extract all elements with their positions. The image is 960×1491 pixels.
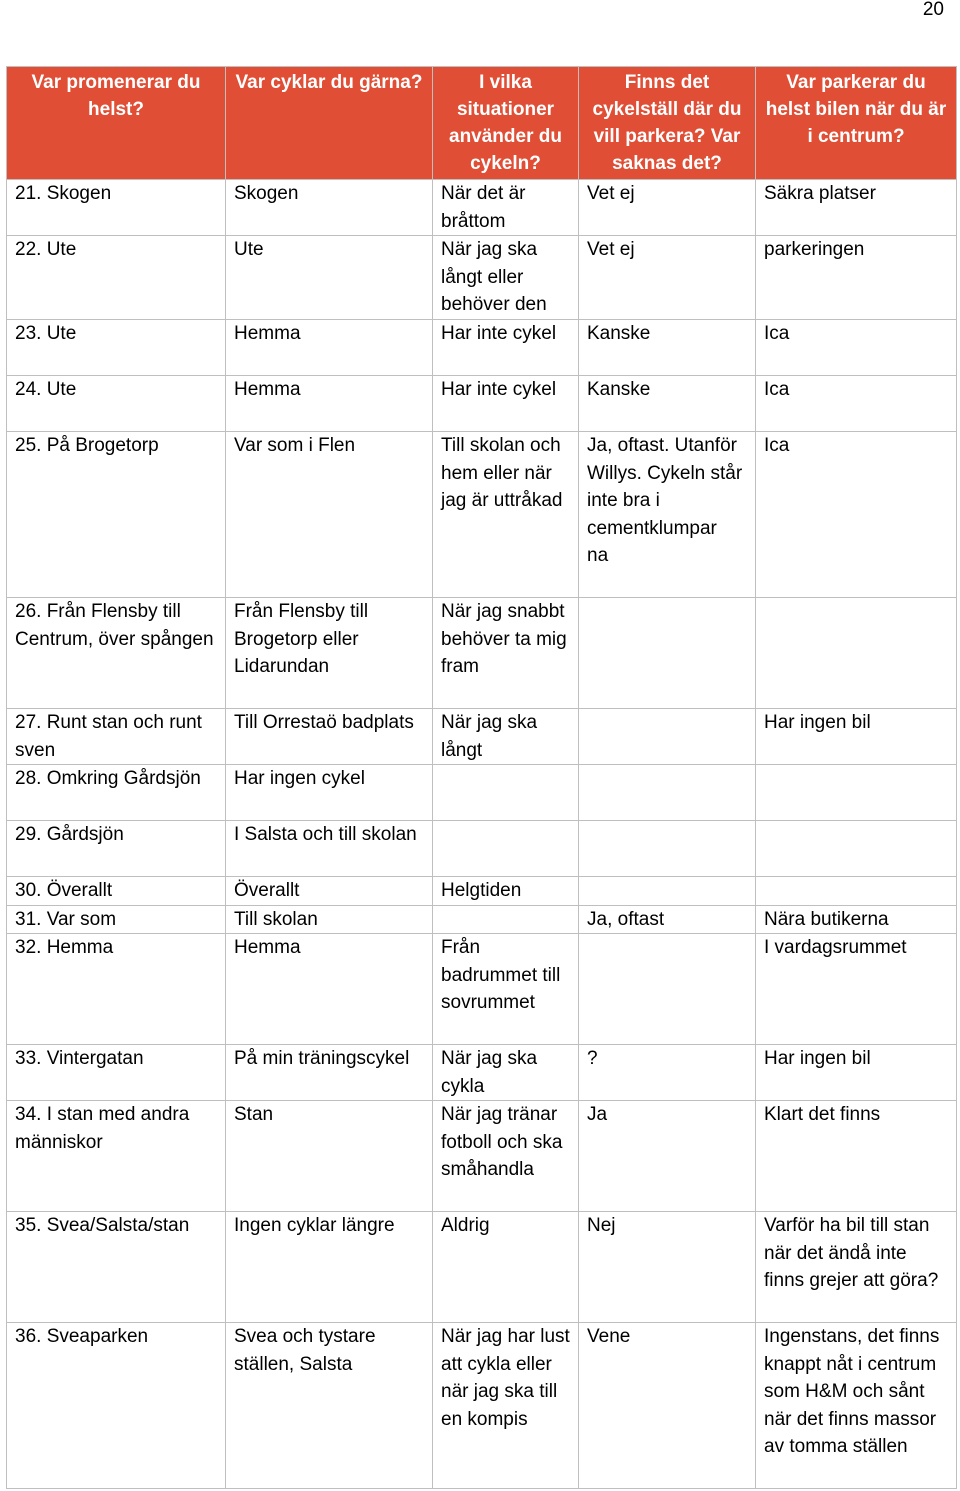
table-row [7,709,957,765]
table-cell: När jag har lust att cykla eller när jag ska till en kompis [433,1323,579,1489]
table-row [7,1212,957,1323]
table-row [7,236,957,320]
table-cell: 23. Ute [7,320,226,376]
table-cell: Från Flensby till Brogetorp eller Lidarundan [226,598,433,709]
table-row [7,1323,957,1489]
table-cell: 22. Ute [7,236,226,320]
table-row [7,1045,957,1101]
table-cell: Har ingen cykel [226,765,433,821]
table-row [7,877,957,906]
table-cell: Har ingen bil [756,709,957,765]
table-cell: Skogen [226,180,433,236]
page-number: 20 [922,0,944,20]
header-car-parking: Var parkerar du helst bilen när du är i centrum? [756,67,957,180]
table-cell: Svea och tystare ställen, Salsta [226,1323,433,1489]
header-cycle: Var cyklar du gärna? [226,67,433,180]
table-cell: Har inte cykel [433,376,579,432]
table-cell [756,821,957,877]
table-cell: 35. Svea/Salsta/stan [7,1212,226,1323]
header-bike-racks: Finns det cykelställ där du vill parkera? Var saknas det? [579,67,756,180]
table-row [7,180,957,236]
table-cell: Från badrummet till sovrummet [433,934,579,1045]
table-cell [433,905,579,934]
header-situations: I vilka situationer använder du cykeln? [433,67,579,180]
table-cell [579,821,756,877]
table-cell: Hemma [226,934,433,1045]
table-cell: När det är bråttom [433,180,579,236]
table-cell [756,765,957,821]
table-cell: Ica [756,432,957,598]
survey-table [6,66,957,1489]
table-cell: 21. Skogen [7,180,226,236]
table-cell: Ja, oftast [579,905,756,934]
header-walk: Var promenerar du helst? [7,67,226,180]
table-cell: Ica [756,320,957,376]
table-cell: I Salsta och till skolan [226,821,433,877]
table-cell: Ingen cyklar längre [226,1212,433,1323]
table-cell: Ja, oftast. Utanför Willys. Cykeln står inte bra i cementklumpar na [579,432,756,598]
table-cell: Stan [226,1101,433,1212]
table-cell: Varför ha bil till stan när det ändå inte finns grejer att göra? [756,1212,957,1323]
table-row [7,905,957,934]
table-row [7,598,957,709]
table-cell: Till skolan och hem eller när jag är uttråkad [433,432,579,598]
table-cell: Till skolan [226,905,433,934]
table-cell: När jag snabbt behöver ta mig fram [433,598,579,709]
table-cell: Vene [579,1323,756,1489]
table-cell: Till Orrestaö badplats [226,709,433,765]
table-cell: 30. Överallt [7,877,226,906]
table-cell: När jag ska cykla [433,1045,579,1101]
table-cell: 25. På Brogetorp [7,432,226,598]
table-cell: Ute [226,236,433,320]
table-cell [579,598,756,709]
table-cell: När jag tränar fotboll och ska småhandla [433,1101,579,1212]
table-cell: 31. Var som [7,905,226,934]
table-cell: Helgtiden [433,877,579,906]
table-cell: Överallt [226,877,433,906]
table-cell: Klart det finns [756,1101,957,1212]
table-row [7,320,957,376]
table-cell: Hemma [226,376,433,432]
table-row [7,765,957,821]
table-cell: På min träningscykel [226,1045,433,1101]
table-row [7,432,957,598]
table-cell: Kanske [579,376,756,432]
table-cell: 34. I stan med andra människor [7,1101,226,1212]
table-cell: Ja [579,1101,756,1212]
table-cell [433,765,579,821]
table-cell [579,934,756,1045]
table-cell: Ingenstans, det finns knappt nåt i centrum som H&M och sånt när det finns massor av tomma ställen [756,1323,957,1489]
table-cell: Nära butikerna [756,905,957,934]
table-cell: 24. Ute [7,376,226,432]
table-row [7,934,957,1045]
table-cell: Nej [579,1212,756,1323]
table-cell: Säkra platser [756,180,957,236]
table-cell: I vardagsrummet [756,934,957,1045]
table-cell [579,765,756,821]
table-cell: Aldrig [433,1212,579,1323]
table-cell: Kanske [579,320,756,376]
table-row [7,1101,957,1212]
table-cell [579,709,756,765]
table-cell: När jag ska långt [433,709,579,765]
table-cell: Vet ej [579,180,756,236]
table-cell: 33. Vintergatan [7,1045,226,1101]
table-cell: parkeringen [756,236,957,320]
table-cell: Vet ej [579,236,756,320]
table-cell [756,877,957,906]
table-cell: ? [579,1045,756,1101]
table-cell: 28. Omkring Gårdsjön [7,765,226,821]
table-cell: 27. Runt stan och runt sven [7,709,226,765]
table-cell: 32. Hemma [7,934,226,1045]
table-cell: Har inte cykel [433,320,579,376]
table-row [7,376,957,432]
table-cell: 29. Gårdsjön [7,821,226,877]
table-cell: Var som i Flen [226,432,433,598]
table-cell: När jag ska långt eller behöver den [433,236,579,320]
table-cell [433,821,579,877]
table-cell [579,877,756,906]
table-cell: 26. Från Flensby till Centrum, över spången [7,598,226,709]
table-row [7,821,957,877]
table-cell: Hemma [226,320,433,376]
table-cell: Har ingen bil [756,1045,957,1101]
table-cell [756,598,957,709]
table-cell: 36. Sveaparken [7,1323,226,1489]
table-cell: Ica [756,376,957,432]
header-row [7,67,957,180]
